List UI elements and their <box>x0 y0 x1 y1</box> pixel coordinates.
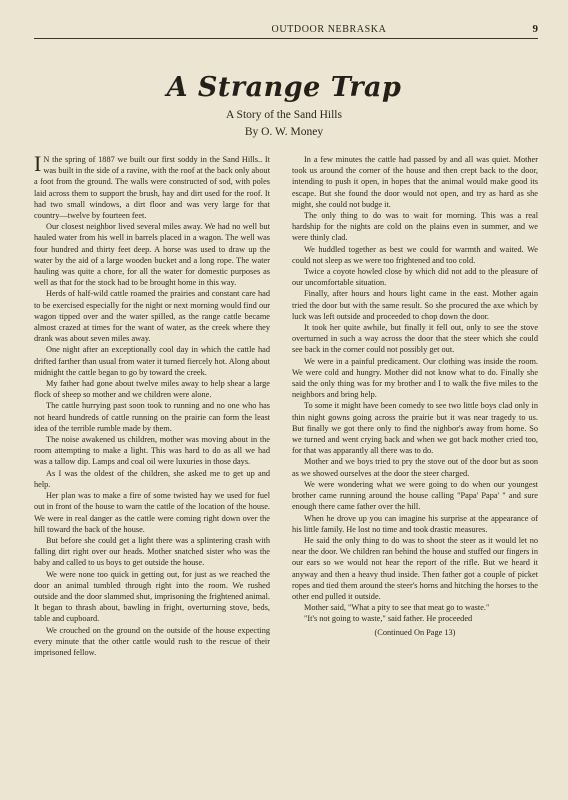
paragraph: He said the only thing to do was to shoot the steer as it would let no near the door. We children ran behind the house and stuffed our fingers in our ears so we would not hear the report of the rifle. But we heard it anyway and then a heavy thud inside. Then father got a couple of picket ropes and tied them around the steer's horns and hitching the horses to the other end pulled it outside. <box>292 535 538 601</box>
paragraph: Twice a coyote howled close by which did not add to the pleasure of our uncomfortable situation. <box>292 267 538 288</box>
paragraph: The noise awakened us children, mother was moving about in the room attempting to make a light. This was hard to do as all we had was a tallow dip. Lamps and coal oil were luxuries in those days. <box>34 435 270 467</box>
paragraph: The cattle hurrying past soon took to running and no one who has not heard hundreds of cattle running on the prairie can form the least idea of the terrible rumble made by them. <box>34 401 270 433</box>
paragraph: Finally, after hours and hours light came in the east. Mother again tried the door but with the same result. So she procured the axe which by luck was left outside and proceeded to chop down the door. <box>292 289 538 321</box>
paragraph: As I was the oldest of the children, she asked me to get up and help. <box>34 468 270 489</box>
paragraph: It took her quite awhile, but finally it fell out, only to see the stove overturned in such a way across the door that the steer which she could see back in the corner could not possibly get out. <box>292 323 538 355</box>
paragraph: We crouched on the ground on the outside of the house expecting every minute that the other cattle would rush to the rescue of their imprisoned fellow. <box>34 625 270 657</box>
continued-note: (Continued On Page 13) <box>374 627 456 637</box>
paragraph: In a few minutes the cattle had passed by and all was quiet. Mother took us around the corner of the house and then crept back to the door, intending to push it open, in hopes that the animal would make good its escape. But she found the door would not open, and try as hard as she might, she could not budge it. <box>292 155 538 209</box>
paragraph: The only thing to do was to wait for morning. This was a real hardship for the nights are cold on the plains even in summer, and we were thinly clad. <box>292 211 538 243</box>
paragraph: Her plan was to make a fire of some twisted hay we used for fuel out in front of the house to warn the cattle of the location of the house. We were in real danger as the cattle were coming right down over the hill toward the back of the house. <box>34 491 270 534</box>
paragraph: We were none too quick in getting out, for just as we reached the door an animal tumbled through right into the room. We rushed outside and the door slammed shut, imprisoning the frightened animal. It began to thrash about, bawling in fright, overturning stove, beds, table and cupboard. <box>34 569 270 624</box>
paragraph: We were wondering what we were going to do when our youngest brother came running around the house calling "Papa' Papa' " and sure enough there came father over the hill. <box>292 479 538 512</box>
paragraph: But before she could get a light there was a splintering crash with falling dirt right over our heads. Mother snatched sister who was the baby and called to us boys to get outside the house. <box>34 535 270 568</box>
paragraph-text: N the spring of 1887 we built our first soddy in the Sand Hills.. It was built in the side of a ravine, with the roof at the back only about a foot from the ground. The walls were constructed of sod, with poles laid across them to support the brush, hay and dirt used for the roof. It had two small windows, a dirt floor and was very large for that country—twelve by fourteen feet. <box>34 155 270 221</box>
paragraph: Our closest neighbor lived several miles away. We had no well but hauled water from his well in barrels placed in a wagon. The well was four hundred and thirty feet deep. A horse was used to draw up the water by the aid of a large wooden bucket and a long rope. The water hauling was quite a chore, for all the water for domestic purposes as well as that for the stock had to be brought home in this way. <box>34 222 270 288</box>
article-title: A Strange Trap <box>166 72 402 103</box>
paragraph: My father had gone about twelve miles away to help shear a large flock of sheep so mother and we children were alone. <box>34 379 270 400</box>
magazine-title: OUTDOOR NEBRASKA <box>271 24 387 35</box>
paragraph: When he drove up you can imagine his surprise at the appearance of his little family. He lost no time and took drastic measures. <box>292 513 538 534</box>
paragraph: Mother said, "What a pity to see that meat go to waste." <box>304 603 490 613</box>
paragraph: Mother and we boys tried to pry the stove out of the door but as soon as we showed ourselves at the door the steer charged. <box>292 457 538 478</box>
drop-cap: I <box>34 151 42 176</box>
article-byline: By O. W. Money <box>244 126 324 138</box>
paragraph: Herds of half-wild cattle roamed the prairies and constant care had to be exercised especially for the night or next morning would find our wagon tipped over and the water spilled, as the range cattle became almost crazed at times for the want of water, as the creek where they drank was about seven miles away. <box>34 289 270 344</box>
paragraph: "It's not going to waste," said father. He proceeded <box>304 614 473 624</box>
article-subtitle: A Story of the Sand Hills <box>226 109 342 121</box>
paragraph <box>34 151 270 221</box>
paragraph: One night after an exceptionally cool day in which the cattle had drifted farther than usual from water it turned fiercely hot. Along about midnight the cattle began to go by toward the creek. <box>34 345 270 377</box>
paragraph: We were in a painful predicament. Our clothing was inside the room. We were cold and hungry. Mother did not know what to do. Finally she said the only thing was for my brother and I to walk the five miles to the neighbors and bring help. <box>292 356 538 400</box>
right-column <box>292 154 538 638</box>
page-number: 9 <box>532 23 538 35</box>
left-column <box>34 151 270 658</box>
paragraph: We huddled together as best we could for warmth and waited. We could not sleep as we were too frightened and too cold. <box>292 244 538 265</box>
running-header <box>120 24 538 36</box>
header-rule <box>34 38 538 39</box>
paragraph: To some it might have been comedy to see two little boys clad only in thin night gowns going across the prairie but it was near tragedy to us. But finally we got there only to find the nighbor's away from home. So we turned and went crying back and when we got back mother cried too, for that was apparantly all there was to do. <box>292 401 538 456</box>
